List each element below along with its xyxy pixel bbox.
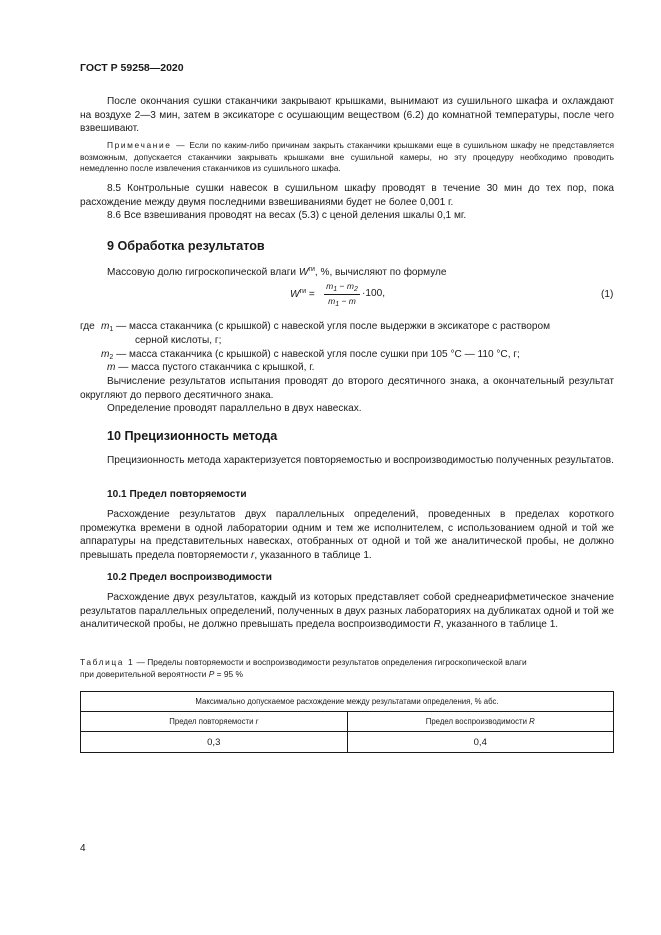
table-1-caption: Таблица 1 — Пределы повторяемости и воспроизводимости результатов определения гигроскопической влаги при доверительной вероятности P = 95 % xyxy=(80,657,527,679)
section-9-heading: 9 Обработка результатов xyxy=(107,239,265,253)
formula-fraction xyxy=(324,281,360,308)
table-header-main: Максимально допускаемое расхождение между результатами определения, % абс. xyxy=(81,692,614,712)
formula-denominator: $m_1 - m$ xyxy=(328,296,356,308)
page-number: 4 xyxy=(80,843,86,854)
rounding-paragraph: Вычисление результатов испытания проводят до второго десятичного знака, а окончательный результат округляют до первого десятичного знака. xyxy=(80,376,614,401)
paragraph-after-drying: После окончания сушки стаканчики закрывают крышками, вынимают из сушильного шкафа и охлаждают на воздухе 2—3 мин, затем в эксикаторе с осушающим веществом (6.2) до комнатной температуры, после чего взвешивают. xyxy=(80,96,614,135)
symbol-w: W xyxy=(298,267,309,278)
variable-m1: $m_1$ — масса стаканчика (с крышкой) с навеской угля после выдержки в эксикаторе с раствором xyxy=(101,321,551,333)
formula-numerator: $m_1 - m_2$ xyxy=(324,281,360,295)
clause-8-6: 8.6 Все взвешивания проводят на весах (5.3) с ценой деления шкалы 0,1 мг. xyxy=(107,210,467,221)
formula-number: (1) xyxy=(601,289,614,300)
section-10-1-heading: 10.1 Предел повторяемости xyxy=(107,489,247,500)
section-10-1-text: Расхождение результатов двух параллельных определений, проведенных в пределах короткого промежутка времени в одной лаборатории одним и тем же исполнителем, с использованием одной и той же аппаратуры на представительных навесках, отобранных от одной и той же аналитической пробы, не должно превышать предела повторяемости r, указанного в таблице 1. xyxy=(80,509,614,561)
note-text: Если по каким-либо причинам закрыть стаканчики крышками еще в сушильном шкафу не представляется возможным, допускается стаканчики закрывать крышками вне сушильной камеры, но эту процедуру необходимо проводить немедленно после извлечения стаканчиков из сушильного шкафа. xyxy=(80,140,615,174)
table-cell-R-value: 0,4 xyxy=(347,732,614,753)
section-10-intro: Прецизионность метода характеризуется повторяемостью и воспроизводимостью полученных результатов. xyxy=(107,455,614,466)
table-header-reproducibility: Предел воспроизводимости R xyxy=(347,712,614,732)
clause-8-5: 8.5 Контрольные сушки навесок в сушильном шкафу проводят в течение 30 мин до тех пор, пока расхождение между двумя последними взвешиваниями будет не более 0,001 г. xyxy=(80,183,614,208)
note-label: Примечание — xyxy=(107,140,187,150)
section-10-2-heading: 10.2 Предел воспроизводимости xyxy=(107,572,272,583)
where-word: где xyxy=(80,321,95,332)
variable-m1-cont: серной кислоты, г; xyxy=(135,335,222,346)
table-header-repeatability: Предел повторяемости r xyxy=(81,712,348,732)
standard-code-header: ГОСТ Р 59258—2020 xyxy=(80,62,184,74)
note xyxy=(80,140,614,175)
table-label: Таблица 1 xyxy=(80,657,135,667)
section-10-2-text: Расхождение двух результатов, каждый из которых представляет собой среднеарифметическое значение результатов параллельных определений, полученных в двух разных лабораториях на дубликатах одной и той же аналитической пробы, не должно превышать предела воспроизводимости R, указанного в таблице 1. xyxy=(80,592,614,631)
section-10-heading: 10 Прецизионность метода xyxy=(107,429,278,443)
formula-multiplier: ·100, xyxy=(362,288,386,299)
section-9-intro: Массовую долю гигроскопической влаги $W^{ги}$, %, вычисляют по формуле xyxy=(107,266,447,278)
variable-m2: $m_2$ — масса стаканчика (с крышкой) с навеской угля после сушки при 105 °С — 110 °С, г; xyxy=(101,349,520,361)
variable-m: m — масса пустого стаканчика с крышкой, г. xyxy=(107,362,315,373)
table-1 xyxy=(80,691,614,753)
table-cell-r-value: 0,3 xyxy=(81,732,348,753)
parallel-paragraph: Определение проводят параллельно в двух навесках. xyxy=(107,403,362,414)
formula-lhs: $W^{ги}$ = xyxy=(290,288,315,300)
